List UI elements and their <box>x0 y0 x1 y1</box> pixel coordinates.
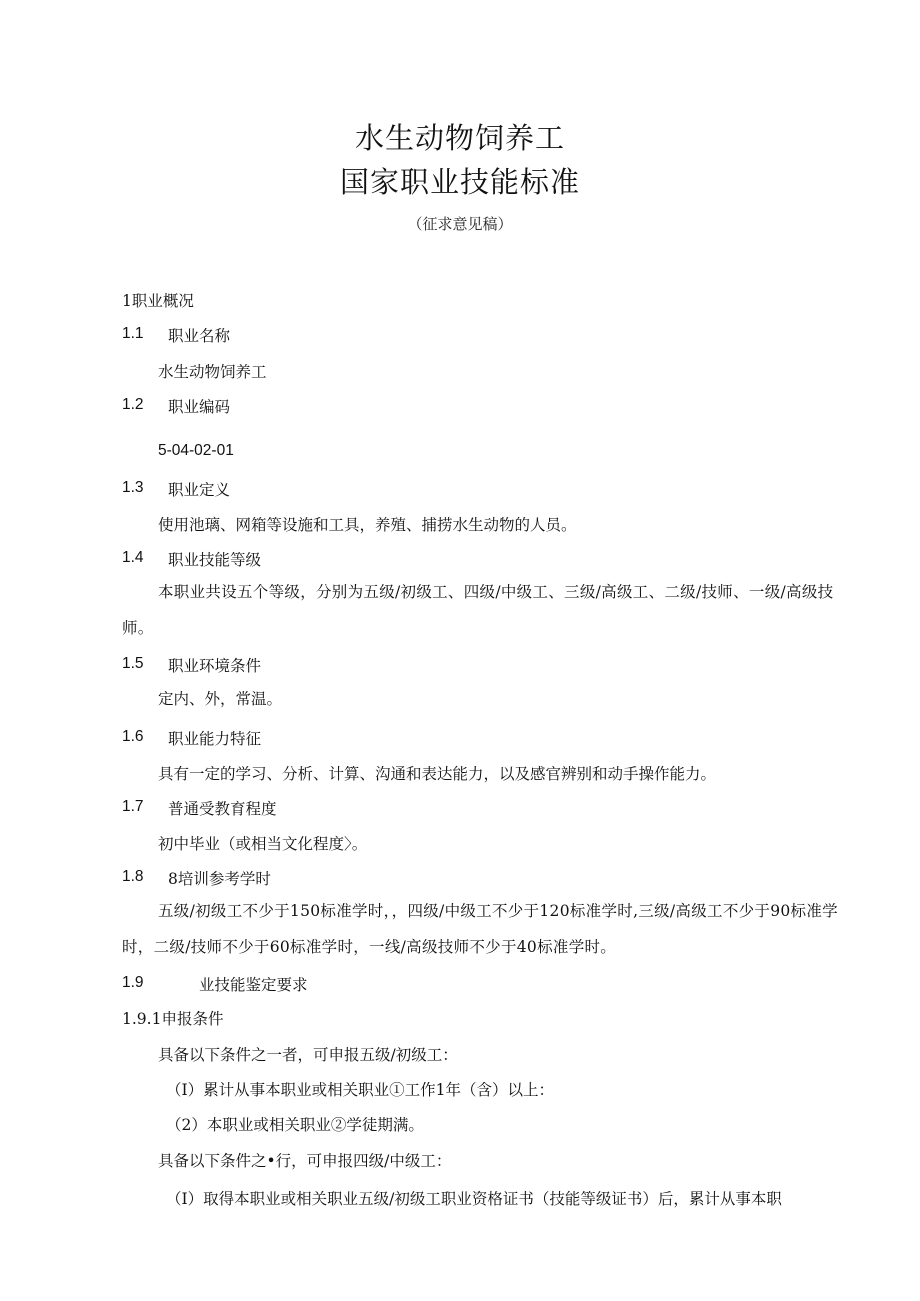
section-body-1-1: 水生动物饲养工 <box>158 363 267 381</box>
section-body-1-6: 具有一定的学习、分析、计算、沟通和表达能力，以及感官辨别和动手操作能力。 <box>158 765 717 783</box>
condition-item-level4-1: （I）取得本职业或相关职业五级/初级工职业资格证书（技能等级证书）后，累计从事本职 <box>166 1190 782 1208</box>
section-heading-1-5: 职业环境条件 <box>168 657 262 675</box>
section-heading-1-1: 职业名称 <box>168 327 231 345</box>
document-title-line1: 水生动物饲养工 <box>354 121 565 155</box>
section-heading-1: 1职业概况 <box>122 292 194 310</box>
section-number-1-1: 1.1 <box>122 325 144 342</box>
section-number-1-9: 1.9 <box>122 974 144 991</box>
section-number-1-2: 1.2 <box>122 396 144 413</box>
section-number-1-7: 1.7 <box>122 798 144 815</box>
section-number-1-3: 1.3 <box>122 479 144 496</box>
section-heading-1-4: 职业技能等级 <box>168 551 262 569</box>
section-heading-1-8: 8培训参考学时 <box>168 870 271 888</box>
document-title-line2: 国家职业技能标准 <box>339 165 580 199</box>
section-heading-1-7: 普通受教育程度 <box>168 800 277 818</box>
condition-item-level5-2: （2）本职业或相关职业②学徒期满。 <box>166 1116 424 1134</box>
section-heading-1-6: 职业能力特征 <box>168 730 262 748</box>
condition-intro-level4: 具备以下条件之•行，可申报四级/中级工： <box>158 1152 452 1170</box>
section-body-1-3: 使用池璃、网箱等设施和工具，养殖、捕捞水生动物的人员。 <box>158 516 577 534</box>
section-number-1-5: 1.5 <box>122 655 144 672</box>
section-body-1-8: 五级/初级工不少于150标准学时，，四级/中级工不少于120标准学时,三级/高级工不少于90标准学时，二级/技师不少于60标准学时，一线/高级技师不少于40标准学时。 <box>122 902 838 956</box>
section-body-1-5: 定内、外，常温。 <box>158 690 283 708</box>
section-number-1-8: 1.8 <box>122 868 144 885</box>
section-heading-1-3: 职业定义 <box>168 481 231 499</box>
section-number-1-6: 1.6 <box>122 728 144 745</box>
condition-intro-level5: 具备以下条件之一者，可申报五级/初级工： <box>158 1046 458 1064</box>
section-number-1-4: 1.4 <box>122 549 144 566</box>
condition-item-level5-1: （I）累计从事本职业或相关职业①工作1年（含）以上： <box>166 1081 554 1099</box>
section-body-1-2: 5-04-02-01 <box>158 442 234 459</box>
section-body-1-4: 本职业共设五个等级，分别为五级/初级工、四级/中级工、三级/高级工、二级/技师、一级/高级技师。 <box>122 583 834 637</box>
section-heading-1-2: 职业编码 <box>168 398 231 416</box>
document-subtitle: （征求意见稿） <box>407 215 513 233</box>
section-heading-1-9-1: 1.9.1申报条件 <box>122 1010 224 1028</box>
section-body-1-7: 初中毕业（或相当文化程度〉。 <box>158 835 368 853</box>
section-heading-1-9: 业技能鉴定要求 <box>199 976 308 994</box>
